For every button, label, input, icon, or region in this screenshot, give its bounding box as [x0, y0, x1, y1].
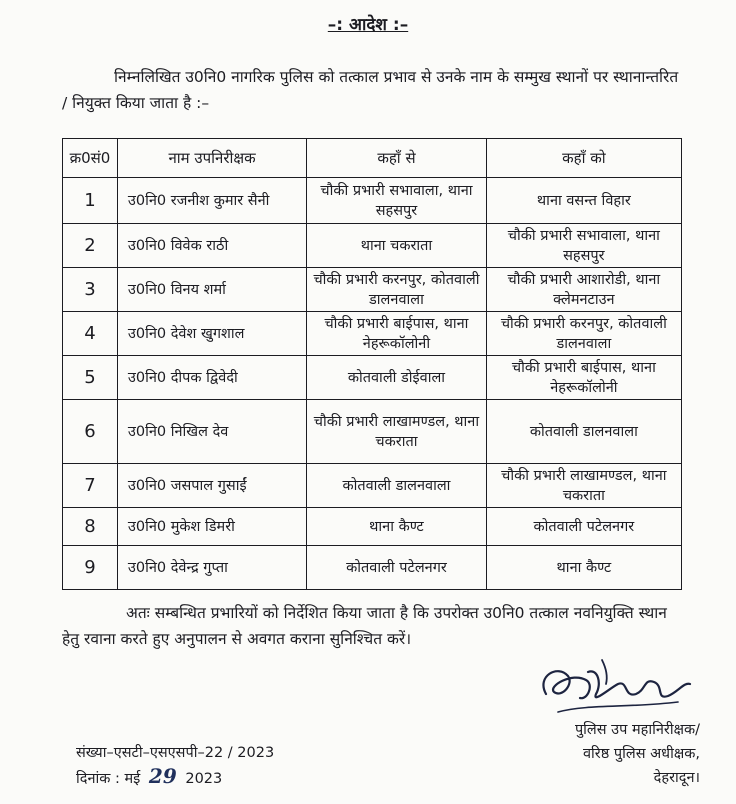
- row-to: चौकी प्रभारी लाखामण्डल, थाना चकराता: [486, 464, 681, 508]
- header-serial: क्र0सं0: [63, 139, 118, 178]
- row-to: चौकी प्रभारी बाईपास, थाना नेहरूकॉलोनी: [486, 356, 681, 400]
- date-day-handwritten: 29: [148, 764, 177, 788]
- row-serial: 7: [63, 464, 118, 508]
- table-header-row: [63, 139, 682, 178]
- table-row: [63, 224, 682, 268]
- header-name: नाम उपनिरीक्षक: [117, 139, 306, 178]
- row-from: चौकी प्रभारी करनपुर, कोतवाली डालनवाला: [307, 268, 487, 312]
- row-name: उ0नि0 रजनीश कुमार सैनी: [117, 178, 306, 224]
- row-serial: 6: [63, 400, 118, 464]
- signatory-block: [500, 718, 700, 790]
- row-to: चौकी प्रभारी आशारोडी, थाना क्लेमनटाउन: [486, 268, 681, 312]
- row-serial: 8: [63, 508, 118, 546]
- row-to: चौकी प्रभारी करनपुर, कोतवाली डालनवाला: [486, 312, 681, 356]
- row-name: उ0नि0 मुकेश डिमरी: [117, 508, 306, 546]
- row-to: थाना वसन्त विहार: [486, 178, 681, 224]
- table-row: [63, 356, 682, 400]
- reference-number: संख्या–एसटी–एसएसपी–22 / 2023: [76, 745, 275, 761]
- row-from: चौकी प्रभारी बाईपास, थाना नेहरूकॉलोनी: [307, 312, 487, 356]
- row-from: कोतवाली डोईवाला: [307, 356, 487, 400]
- order-date: [76, 764, 222, 788]
- row-name: उ0नि0 निखिल देव: [117, 400, 306, 464]
- row-from: चौकी प्रभारी लाखामण्डल, थाना चकराता: [307, 400, 487, 464]
- table-row: [63, 312, 682, 356]
- signatory-designation-2: वरिष्ठ पुलिस अधीक्षक,: [582, 746, 700, 762]
- row-from: थाना कैण्ट: [307, 508, 487, 546]
- row-from: कोतवाली डालनवाला: [307, 464, 487, 508]
- header-from: कहाँ से: [307, 139, 487, 178]
- row-to: चौकी प्रभारी सभावाला, थाना सहसपुर: [486, 224, 681, 268]
- row-name: उ0नि0 जसपाल गुसाईं: [117, 464, 306, 508]
- closing-paragraph: अतः सम्बन्धित प्रभारियों को निर्देशित किया जाता है कि उपरोक्त उ0नि0 तत्काल नवनियुक्ति स्थान हेतु रवाना करते हुए अनुपालन से अवगत कराना सुनिश्चित करें।: [62, 604, 667, 648]
- row-name: उ0नि0 देवेन्द्र गुप्ता: [117, 546, 306, 590]
- header-to: कहाँ को: [486, 139, 681, 178]
- row-serial: 4: [63, 312, 118, 356]
- row-to: कोतवाली पटेलनगर: [486, 508, 681, 546]
- table-row: [63, 400, 682, 464]
- row-serial: 1: [63, 178, 118, 224]
- row-from: थाना चकराता: [307, 224, 487, 268]
- signatory-designation-1: पुलिस उप महानिरीक्षक/: [574, 722, 700, 738]
- row-from: चौकी प्रभारी सभावाला, थाना सहसपुर: [307, 178, 487, 224]
- row-serial: 5: [63, 356, 118, 400]
- table-row: [63, 268, 682, 312]
- order-heading: –: आदेश :–: [327, 15, 409, 35]
- table-row: [63, 178, 682, 224]
- row-name: उ0नि0 दीपक द्विवेदी: [117, 356, 306, 400]
- row-serial: 9: [63, 546, 118, 590]
- row-serial: 2: [63, 224, 118, 268]
- table-row: [63, 546, 682, 590]
- table-row: [63, 464, 682, 508]
- intro-paragraph: निम्नलिखित उ0नि0 नागरिक पुलिस को तत्काल प्रभाव से उनके नाम के सम्मुख स्थानों पर स्थानान्तरित / नियुक्त किया जाता है :–: [62, 68, 679, 112]
- row-name: उ0नि0 विनय शर्मा: [117, 268, 306, 312]
- row-serial: 3: [63, 268, 118, 312]
- table-row: [63, 508, 682, 546]
- row-to: कोतवाली डालनवाला: [486, 400, 681, 464]
- handwritten-signature: [528, 654, 698, 726]
- row-name: उ0नि0 विवेक राठी: [117, 224, 306, 268]
- row-from: कोतवाली पटेलनगर: [307, 546, 487, 590]
- row-name: उ0नि0 देवेश खुगशाल: [117, 312, 306, 356]
- row-to: थाना कैण्ट: [486, 546, 681, 590]
- date-label: दिनांक : मई: [76, 771, 141, 787]
- date-year: 2023: [185, 771, 223, 787]
- signatory-place: देहरादून।: [653, 770, 700, 786]
- transfer-table: [62, 138, 682, 590]
